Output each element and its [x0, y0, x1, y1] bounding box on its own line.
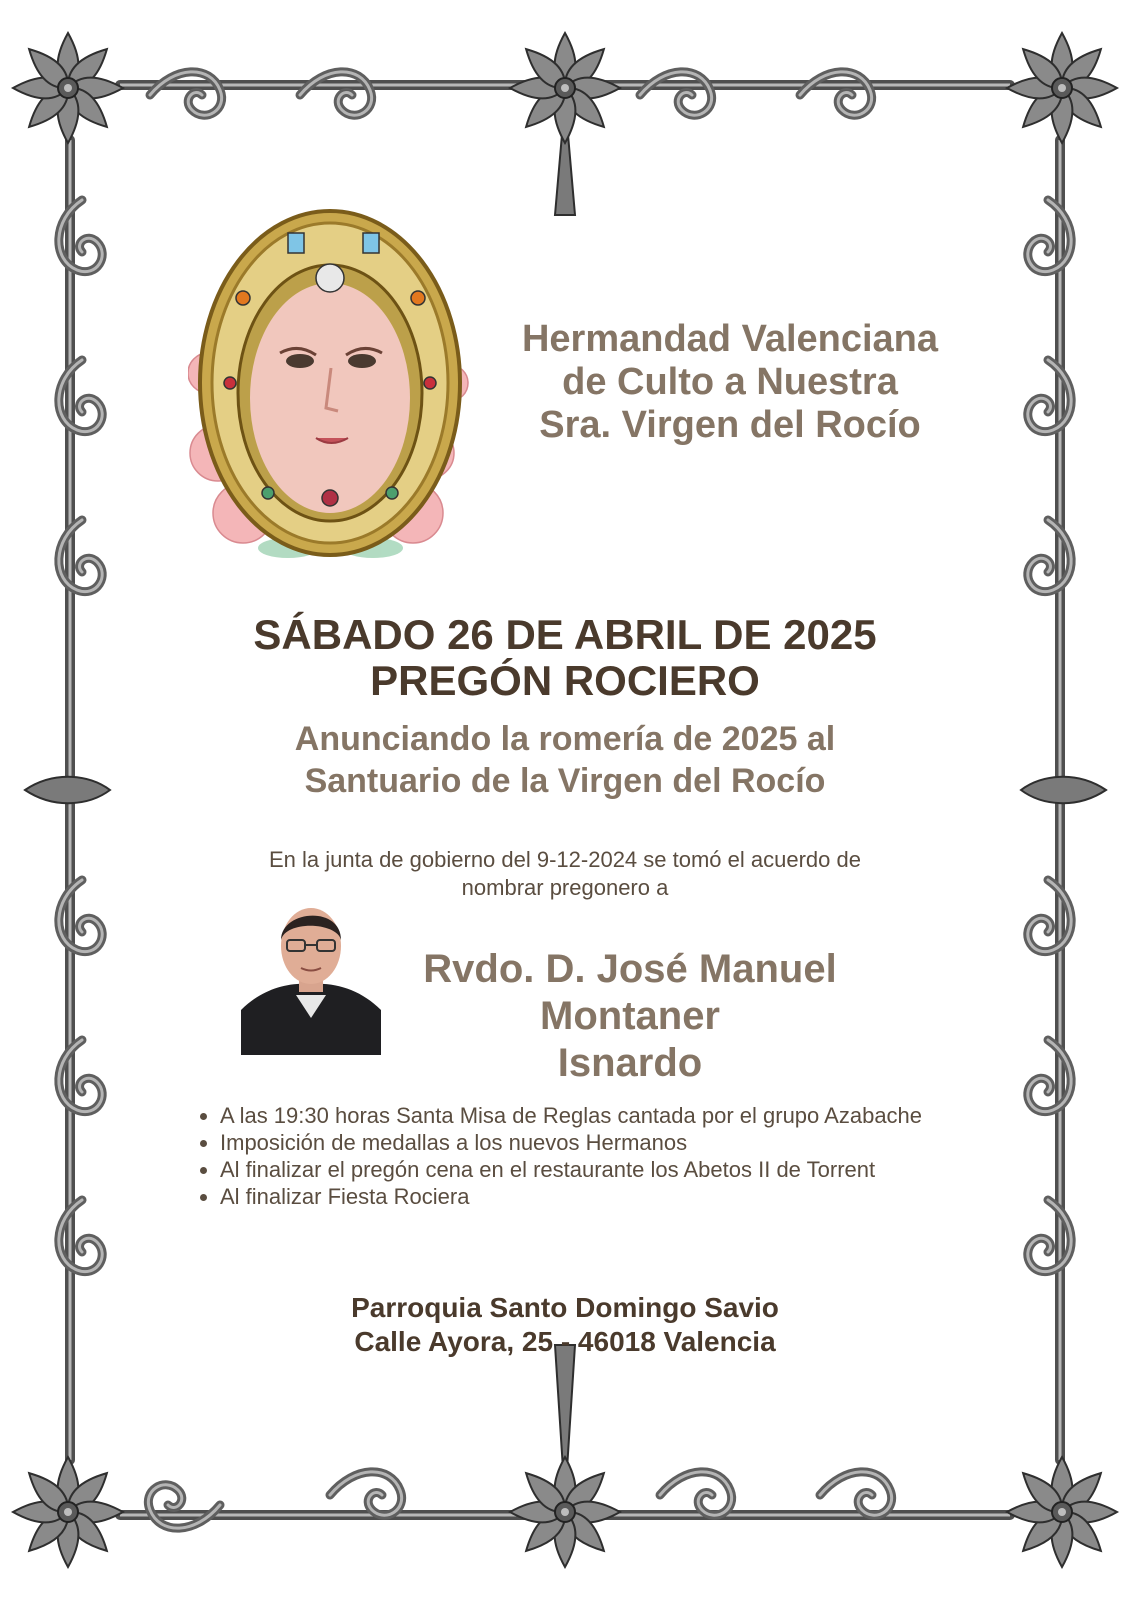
- schedule-list: [190, 1102, 980, 1210]
- event-title: PREGÓN ROCIERO: [370, 657, 760, 704]
- announcement-line-2: nombrar pregonero a: [461, 875, 669, 900]
- event-subtitle-line-2: Santuario de la Virgen del Rocío: [304, 762, 826, 800]
- schedule-item: • Al finalizar Fiesta Rociera: [220, 1183, 980, 1210]
- virgin-rocio-portrait: [188, 203, 473, 578]
- announcement-text: [200, 846, 930, 902]
- pregonero-line-3: Isnardo: [557, 1041, 703, 1085]
- organization-line-3: Sra. Virgen del Rocío: [539, 404, 921, 446]
- event-subtitle-line-1: Anunciando la romería de 2025 al: [294, 720, 836, 758]
- pregonero-photo: [241, 900, 381, 1055]
- location-address: [200, 1291, 930, 1359]
- organization-name: [470, 318, 990, 447]
- schedule-item: • A las 19:30 horas Santa Misa de Reglas cantada por el grupo Azabache: [220, 1102, 980, 1129]
- pregonero-line-2: Montaner: [540, 994, 720, 1038]
- organization-line-1: Hermandad Valenciana: [521, 318, 939, 360]
- location-line-2: Calle Ayora, 25 - 46018 Valencia: [354, 1326, 776, 1357]
- schedule-item: • Imposición de medallas a los nuevos Hermanos: [220, 1129, 980, 1156]
- pregonero-line-1: Rvdo. D. José Manuel: [423, 947, 837, 991]
- event-date: SÁBADO 26 DE ABRIL DE 2025: [253, 611, 877, 658]
- location-line-1: Parroquia Santo Domingo Savio: [351, 1292, 779, 1323]
- pregonero-name: [385, 946, 875, 1087]
- event-subtitle: [150, 718, 980, 802]
- announcement-line-1: En la junta de gobierno del 9-12-2024 se tomó el acuerdo de: [269, 847, 861, 872]
- organization-line-2: de Culto a Nuestra: [562, 361, 898, 403]
- schedule-item: • Al finalizar el pregón cena en el restaurante los Abetos II de Torrent: [220, 1156, 980, 1183]
